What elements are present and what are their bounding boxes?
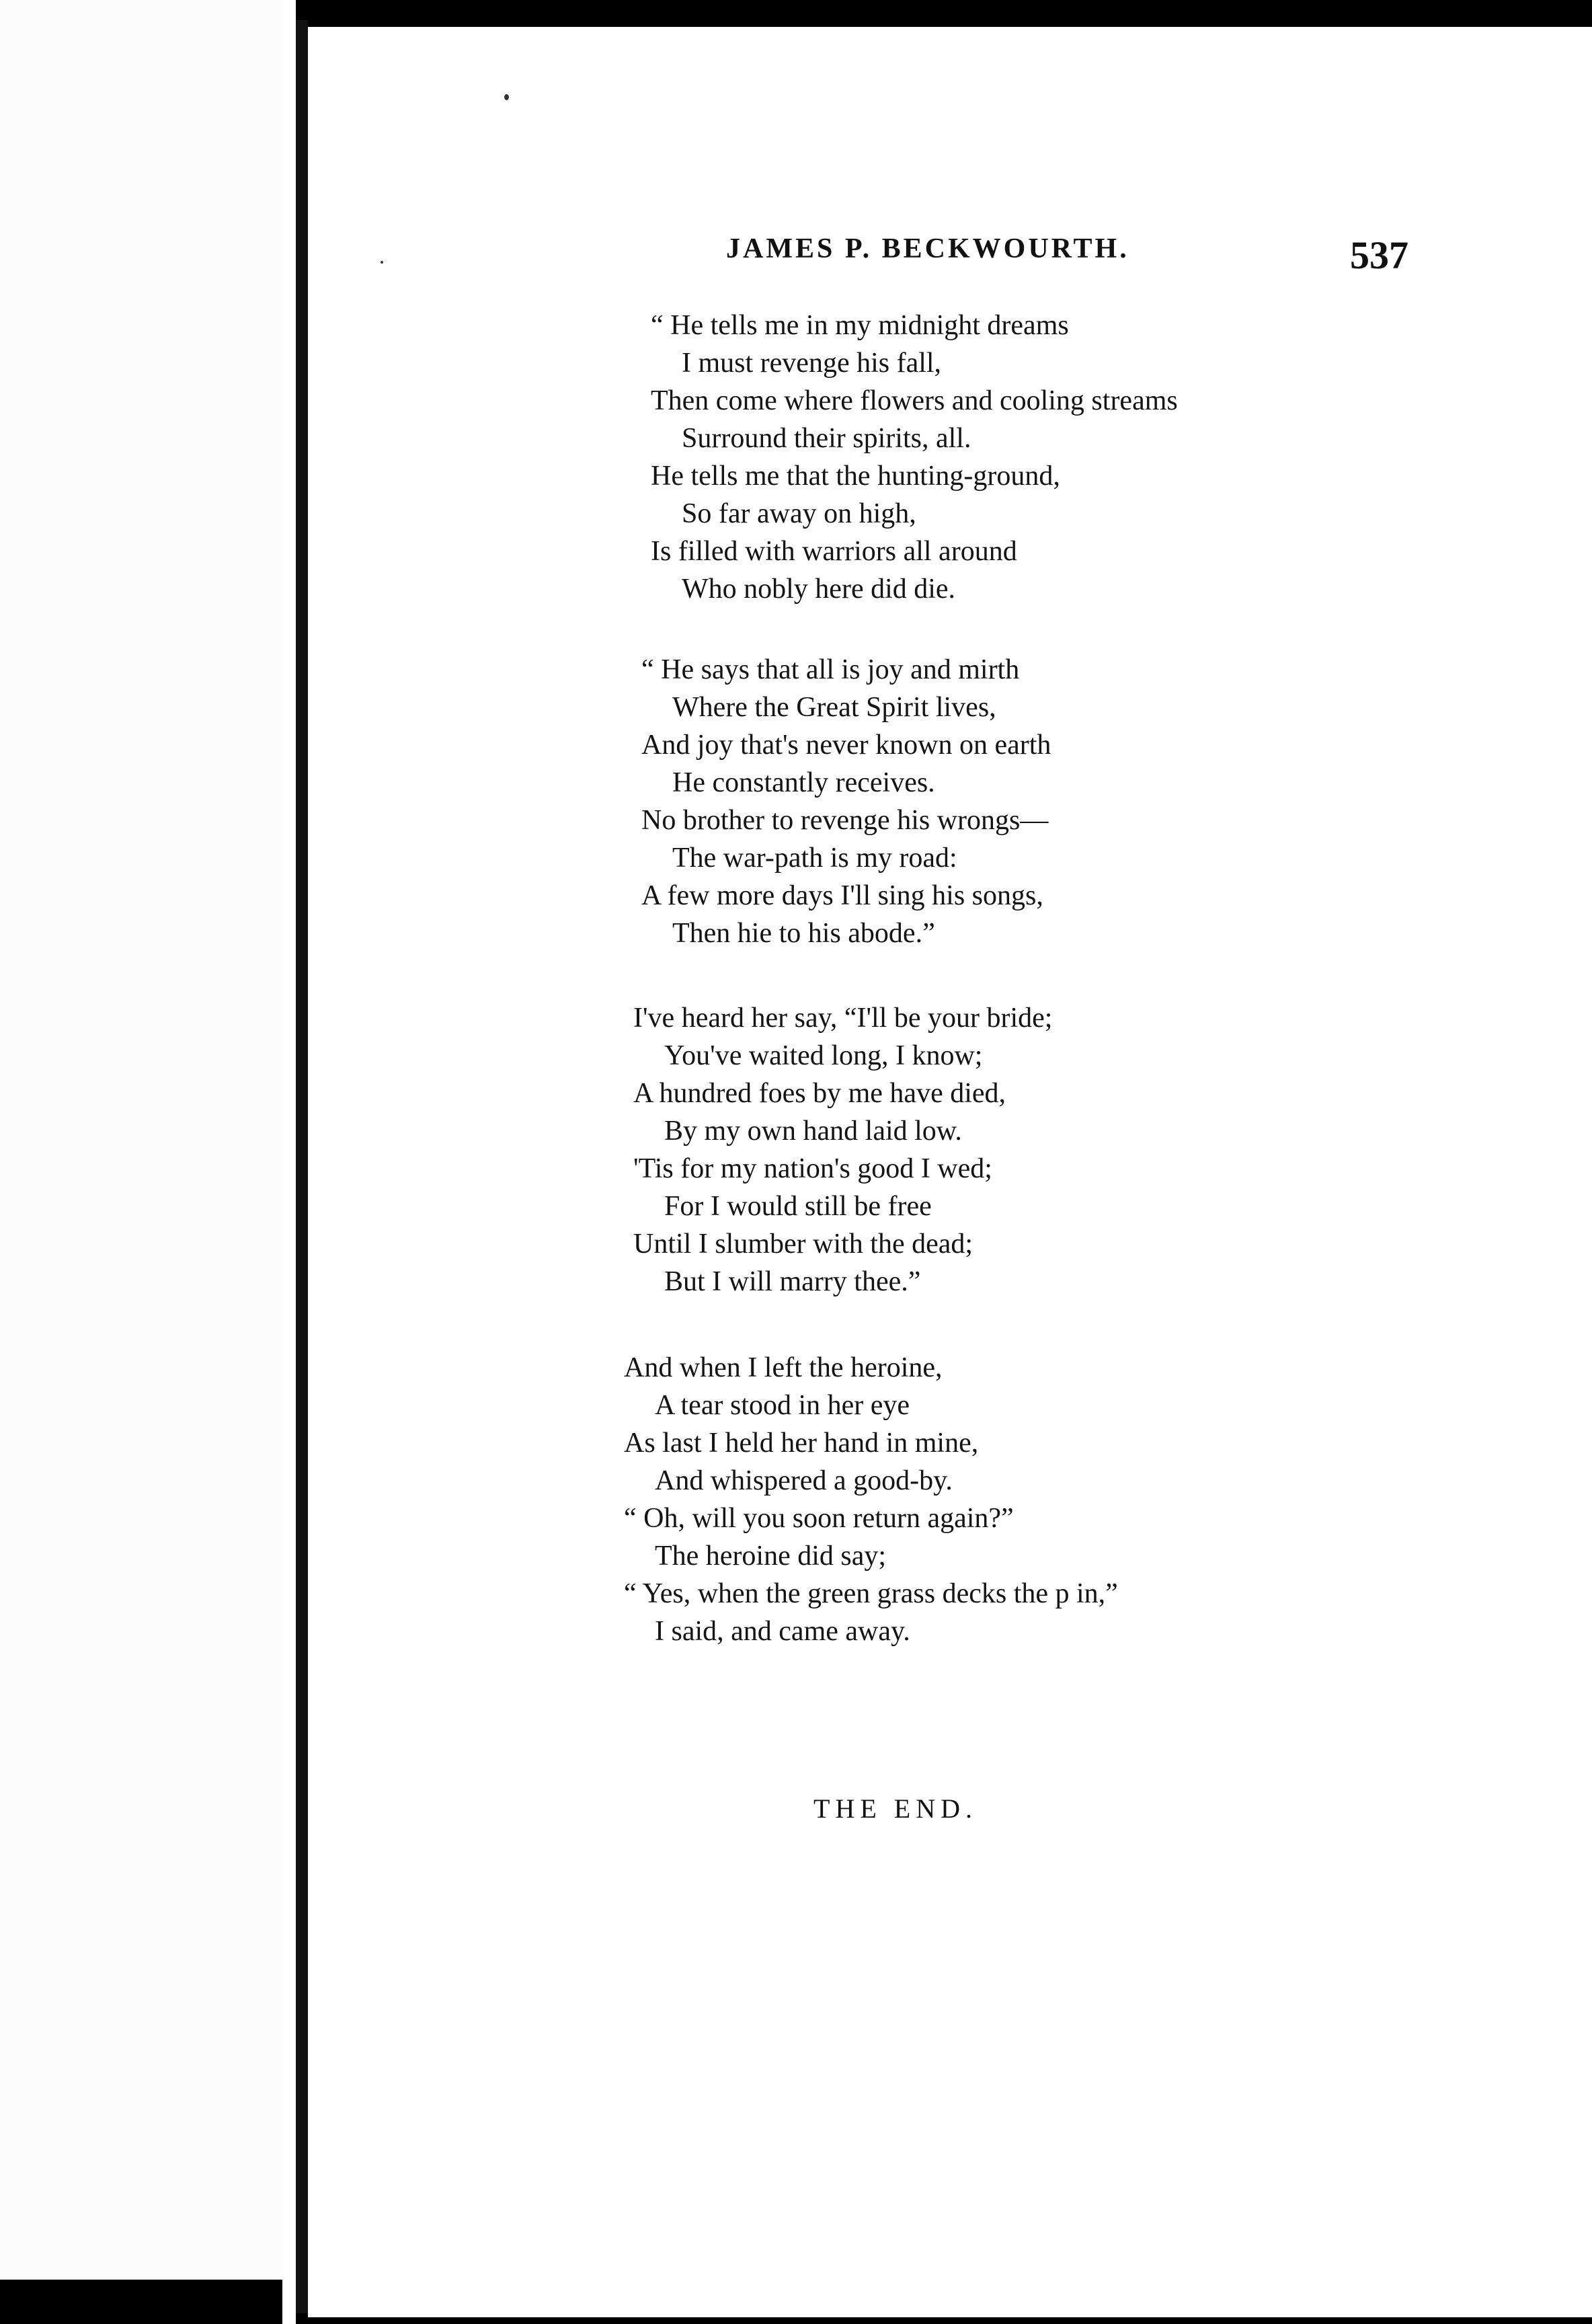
running-head: JAMES P. BECKWOURTH. — [726, 233, 1129, 264]
poem-line: Who nobly here did die. — [682, 574, 956, 605]
poem-line: “ He says that all is joy and mirth — [641, 654, 1020, 685]
poem-line: By my own hand laid low. — [664, 1116, 962, 1147]
poem-line: But I will marry thee.” — [664, 1266, 921, 1297]
ink-speck — [504, 94, 509, 100]
poem-line: “ Oh, will you soon return again?” — [624, 1503, 1014, 1534]
poem-line: I've heard her say, “I'll be your bride; — [633, 1003, 1053, 1034]
stanza-3 — [633, 999, 1052, 1301]
page-number: 537 — [1350, 233, 1408, 277]
poem-line: Where the Great Spirit lives, — [672, 692, 996, 723]
poem-line: And whispered a good-by. — [655, 1465, 953, 1496]
poem-line: As last I held her hand in mine, — [624, 1428, 979, 1459]
poem-line: I said, and came away. — [655, 1616, 910, 1647]
ink-speck — [381, 261, 383, 264]
poem-line: And joy that's never known on earth — [641, 730, 1051, 761]
stanza-4 — [624, 1349, 1118, 1650]
poem-line: “ Yes, when the green grass decks the p in,” — [624, 1578, 1118, 1609]
poem-line: The war-path is my road: — [672, 843, 957, 874]
poem-line: Is filled with warriors all around — [651, 536, 1017, 567]
end-mark: THE END. — [813, 1793, 978, 1824]
poem-line: I must revenge his fall, — [682, 348, 942, 379]
poem-line: A hundred foes by me have died, — [633, 1078, 1006, 1109]
stanza-2 — [641, 651, 1051, 952]
book-spine — [296, 20, 308, 2313]
poem-line: Then come where flowers and cooling streams — [651, 385, 1178, 416]
poem-line: For I would still be free — [664, 1191, 932, 1222]
poem-line: So far away on high, — [682, 498, 916, 529]
poem-line: Surround their spirits, all. — [682, 423, 971, 454]
poem-line: You've waited long, I know; — [664, 1040, 983, 1071]
poem-line: He constantly receives. — [672, 767, 935, 798]
stanza-1 — [651, 307, 1178, 608]
poem-line: The heroine did say; — [655, 1541, 887, 1572]
left-page — [0, 0, 282, 2280]
poem-line: A few more days I'll sing his songs, — [641, 880, 1043, 911]
page-gutter — [282, 0, 296, 2324]
poem-line: Until I slumber with the dead; — [633, 1229, 973, 1260]
poem-line: He tells me that the hunting-ground, — [651, 461, 1060, 492]
poem-line: No brother to revenge his wrongs— — [641, 805, 1049, 836]
poem-line: “ He tells me in my midnight dreams — [651, 310, 1069, 341]
poem-line: And when I left the heroine, — [624, 1352, 943, 1383]
poem-line: A tear stood in her eye — [655, 1390, 910, 1421]
poem-line: 'Tis for my nation's good I wed; — [633, 1153, 992, 1184]
poem-line: Then hie to his abode.” — [672, 918, 935, 949]
right-page — [308, 27, 1592, 2317]
